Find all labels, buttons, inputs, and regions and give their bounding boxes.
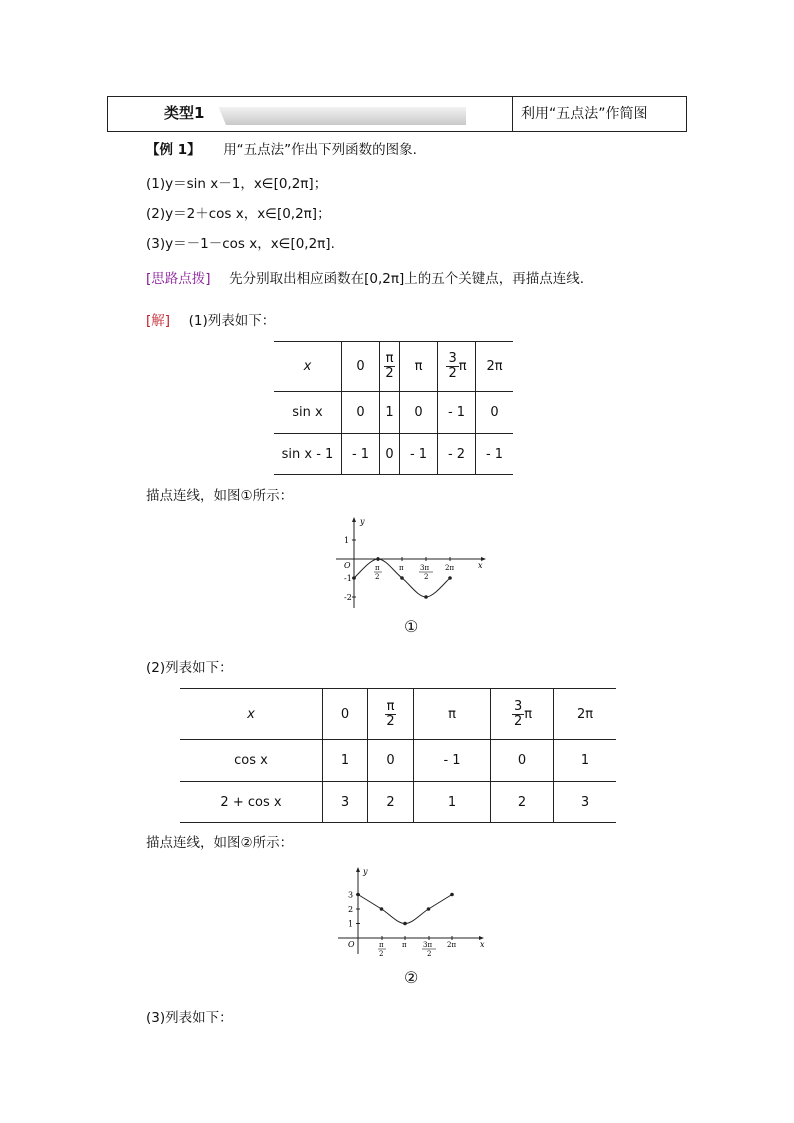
table-cell: sin x xyxy=(274,392,342,434)
table-cell: 0 xyxy=(476,392,514,434)
data-point xyxy=(352,576,356,580)
origin-label: O xyxy=(344,561,351,570)
part3-intro: (3)列表如下： xyxy=(146,1010,233,1026)
table-cell: - 1 xyxy=(476,434,514,475)
table-row xyxy=(274,342,513,392)
data-point xyxy=(356,893,360,897)
part1-intro: (1)列表如下： xyxy=(188,313,276,329)
table-row xyxy=(180,740,616,782)
table-row xyxy=(274,434,513,475)
data-point xyxy=(376,557,380,561)
x-tick-label: π xyxy=(399,564,404,572)
table-cell: 0 xyxy=(491,740,554,782)
table-cell: 0 xyxy=(323,689,368,740)
y-tick-label: 1 xyxy=(348,919,354,929)
table-cell: $\frac{\pi}{2}$ xyxy=(368,689,414,740)
y-axis-arrow xyxy=(356,867,360,872)
y-tick-label: -2 xyxy=(344,593,352,602)
table-cell: sin x - 1 xyxy=(274,434,342,475)
table-cell: 3 xyxy=(323,782,368,823)
x-tick-label: 3π xyxy=(420,564,430,572)
table-cell: 1 xyxy=(554,740,617,782)
table-cell: 1 xyxy=(323,740,368,782)
table-cell: cos x xyxy=(180,740,323,782)
example-item-2: (2)y＝2＋cos x，x∈[0,2π]； xyxy=(146,206,331,222)
x-tick-label: 2 xyxy=(427,950,432,958)
table-cell: π xyxy=(414,689,491,740)
data-point xyxy=(424,595,428,599)
table-cell: 0 xyxy=(342,392,380,434)
x-tick-label: π xyxy=(402,941,407,949)
part2-intro: (2)列表如下： xyxy=(146,660,233,676)
table-cell: 3 xyxy=(554,782,617,823)
table-cell: - 1 xyxy=(438,392,476,434)
type-topic: 利用“五点法”作简图 xyxy=(521,106,648,122)
x-tick-label: 2π xyxy=(445,564,455,572)
data-point xyxy=(403,922,407,926)
y-axis-arrow xyxy=(352,517,356,522)
example-prompt: 用“五点法”作出下列函数的图象. xyxy=(223,142,417,158)
table-cell: x xyxy=(180,689,323,740)
table-cell: - 1 xyxy=(342,434,380,475)
example-label: 【例 1】 xyxy=(146,142,201,158)
table-cell: 0 xyxy=(400,392,438,434)
hint-label: [思路点拨] xyxy=(146,271,211,287)
table-2 xyxy=(180,688,616,823)
type-header xyxy=(107,96,687,132)
x-tick-label: 2 xyxy=(375,573,380,581)
axis-y-label: y xyxy=(360,517,365,526)
table-cell: - 1 xyxy=(400,434,438,475)
figure-1-graph xyxy=(330,512,500,612)
table-cell: 2 + cos x xyxy=(180,782,323,823)
table-cell: - 1 xyxy=(414,740,491,782)
table-cell: $\frac{3}{2}$ π xyxy=(438,342,476,392)
data-point xyxy=(380,907,384,911)
table-cell: 0 xyxy=(380,434,400,475)
example-item-1: (1)y＝sin x－1，x∈[0,2π]； xyxy=(146,176,328,192)
header-divider xyxy=(512,97,513,131)
axis-x-label: x xyxy=(478,561,483,570)
table-cell: x xyxy=(274,342,342,392)
hint-line xyxy=(146,267,584,287)
table-row xyxy=(180,782,616,823)
axis-y-label: y xyxy=(363,867,368,876)
table-cell: 2π xyxy=(476,342,514,392)
data-point xyxy=(450,893,454,897)
table-cell: 1 xyxy=(380,392,400,434)
table-cell: - 2 xyxy=(438,434,476,475)
y-tick-label: 3 xyxy=(348,890,354,900)
solution-label: [解] xyxy=(146,313,171,329)
figure-2-caption: ② xyxy=(404,968,419,987)
table-cell: 2 xyxy=(491,782,554,823)
hint-text: 先分别取出相应函数在[0,2π]上的五个关键点，再描点连线. xyxy=(229,271,585,287)
table-cell: π xyxy=(400,342,438,392)
axis-x-label: x xyxy=(480,940,485,949)
table-cell: 0 xyxy=(368,740,414,782)
x-tick-label: π xyxy=(375,564,380,572)
table-1 xyxy=(274,341,513,475)
table-row xyxy=(180,689,616,740)
figure-2-graph xyxy=(334,862,494,958)
y-tick-label: 1 xyxy=(344,536,350,545)
table-cell: 2 xyxy=(368,782,414,823)
table-cell: $\frac{\pi}{2}$ xyxy=(380,342,400,392)
solution-line xyxy=(146,309,275,329)
origin-label: O xyxy=(348,940,355,949)
data-point xyxy=(427,907,431,911)
curve xyxy=(358,895,452,924)
x-tick-label: 2 xyxy=(424,573,429,581)
x-tick-label: 3π xyxy=(423,941,433,949)
example-line xyxy=(146,138,417,158)
plot1-text: 描点连线，如图①所示： xyxy=(146,488,294,504)
table-cell: $\frac{3}{2}$ π xyxy=(491,689,554,740)
table-cell: 1 xyxy=(414,782,491,823)
y-tick-label: -1 xyxy=(344,574,352,583)
table-row xyxy=(274,392,513,434)
x-tick-label: 2 xyxy=(379,950,384,958)
plot2-text: 描点连线，如图②所示： xyxy=(146,835,294,851)
type-label: 类型1 xyxy=(148,101,216,125)
x-tick-label: 2π xyxy=(447,941,457,949)
table-cell: 2π xyxy=(554,689,617,740)
example-item-3: (3)y＝－1－cos x，x∈[0,2π]. xyxy=(146,236,335,252)
x-tick-label: π xyxy=(379,941,384,949)
figure-1-caption: ① xyxy=(404,617,419,636)
data-point xyxy=(448,576,452,580)
y-tick-label: 2 xyxy=(348,905,354,914)
table-cell: 0 xyxy=(342,342,380,392)
data-point xyxy=(400,576,404,580)
